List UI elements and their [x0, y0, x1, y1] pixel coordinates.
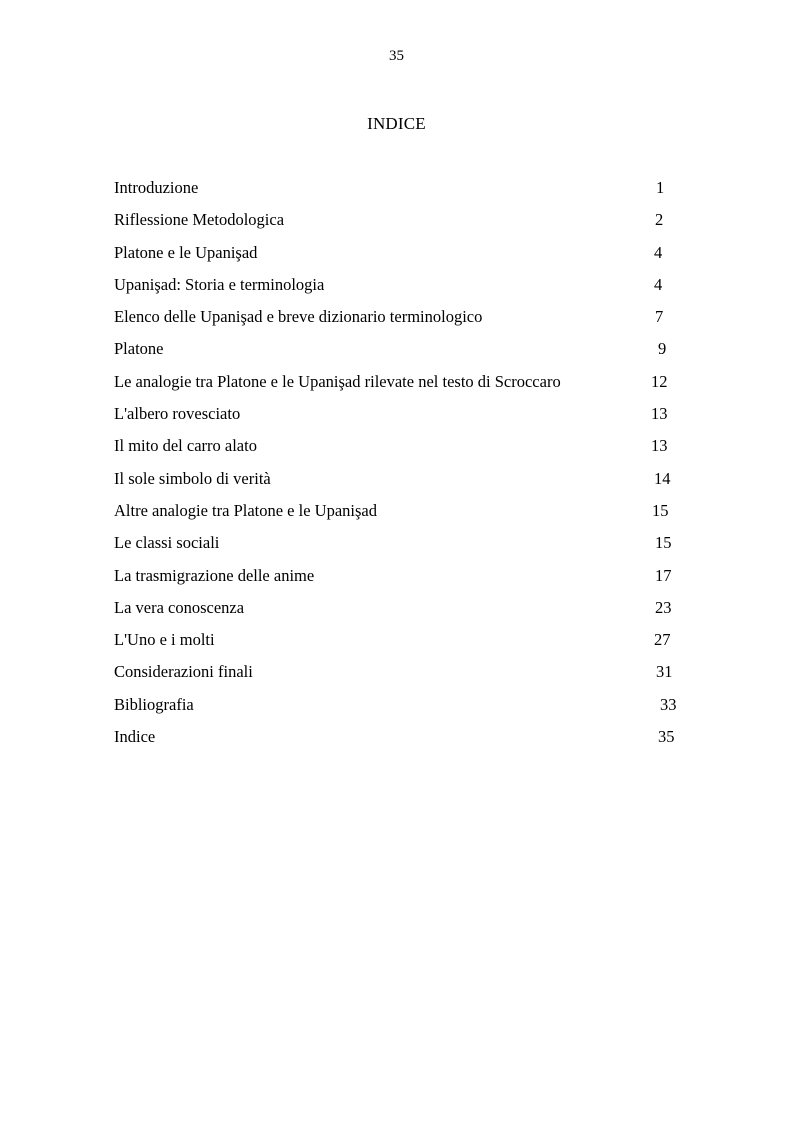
- toc-entry: [114, 305, 694, 337]
- toc-entry: [114, 628, 694, 660]
- toc-entry: [114, 725, 694, 757]
- toc-entry-page: 13: [651, 404, 668, 424]
- toc-entry-page: 17: [655, 565, 672, 585]
- toc-entry-label: Le classi sociali: [114, 533, 220, 553]
- toc-entry-label: Upanişad: Storia e terminologia: [114, 274, 325, 294]
- toc-entry-label: Altre analogie tra Platone e le Upanişad: [114, 500, 377, 520]
- toc-entry-page: 4: [654, 274, 663, 294]
- toc-entry-label: Il mito del carro alato: [114, 436, 257, 456]
- toc-entry-page: 14: [654, 468, 671, 488]
- toc-entry: [114, 273, 694, 305]
- toc-entry-page: 1: [656, 178, 665, 197]
- toc-entry-page: 4: [654, 242, 663, 262]
- toc-entry-label: Considerazioni finali: [114, 662, 253, 682]
- toc-entry-label: L'albero rovesciato: [114, 404, 241, 424]
- toc-entry-page: 12: [651, 371, 668, 391]
- toc-entry-label: Indice: [114, 727, 156, 747]
- toc-title: INDICE: [367, 114, 426, 133]
- toc-entry-page: 27: [654, 630, 671, 650]
- page-number: 35: [389, 48, 404, 64]
- toc-entry: [114, 434, 694, 466]
- toc-entry-page: 15: [652, 500, 669, 520]
- toc-entry-page: 13: [651, 436, 668, 456]
- toc-entry-page: 7: [655, 307, 664, 327]
- toc-entry-page: 15: [655, 533, 672, 553]
- toc-entry-label: Elenco delle Upanişad e breve dizionario terminologico: [114, 307, 483, 327]
- toc-entry: [114, 241, 694, 273]
- toc-entry-page: 2: [655, 210, 664, 230]
- toc-entry-label: Platone: [114, 339, 164, 359]
- toc-entry-label: Bibliografia: [114, 694, 194, 714]
- toc-entry-label: Platone e le Upanişad: [114, 242, 258, 262]
- toc-entry: [114, 208, 694, 240]
- toc-entry-label: L'Uno e i molti: [114, 630, 215, 650]
- toc-entry-label: La trasmigrazione delle anime: [114, 565, 315, 585]
- toc-entry-label: Riflessione Metodologica: [114, 210, 285, 230]
- toc-entry-label: Le analogie tra Platone e le Upanişad rilevate nel testo di Scroccaro: [114, 371, 561, 391]
- toc-entry: [114, 402, 694, 434]
- toc-entry: [114, 531, 694, 563]
- toc-entry: [114, 337, 694, 369]
- toc-entry-label: La vera conoscenza: [114, 597, 245, 617]
- toc-entry: [114, 693, 694, 725]
- toc-entry-page: 33: [660, 694, 677, 714]
- toc-entry: [114, 660, 694, 692]
- toc-entry: [114, 564, 694, 596]
- toc-entry: [114, 370, 694, 402]
- toc-entry: [114, 499, 694, 531]
- toc-entry: [114, 467, 694, 499]
- toc-entry: [114, 176, 694, 208]
- toc-entry-page: 9: [658, 339, 667, 359]
- toc-entry-label: Il sole simbolo di verità: [114, 468, 271, 488]
- table-of-contents: [114, 176, 694, 757]
- toc-entry-label: Introduzione: [114, 178, 199, 197]
- toc-entry-page: 31: [656, 662, 673, 682]
- toc-entry-page: 23: [655, 597, 672, 617]
- toc-entry-page: 35: [658, 727, 675, 747]
- toc-entry: [114, 596, 694, 628]
